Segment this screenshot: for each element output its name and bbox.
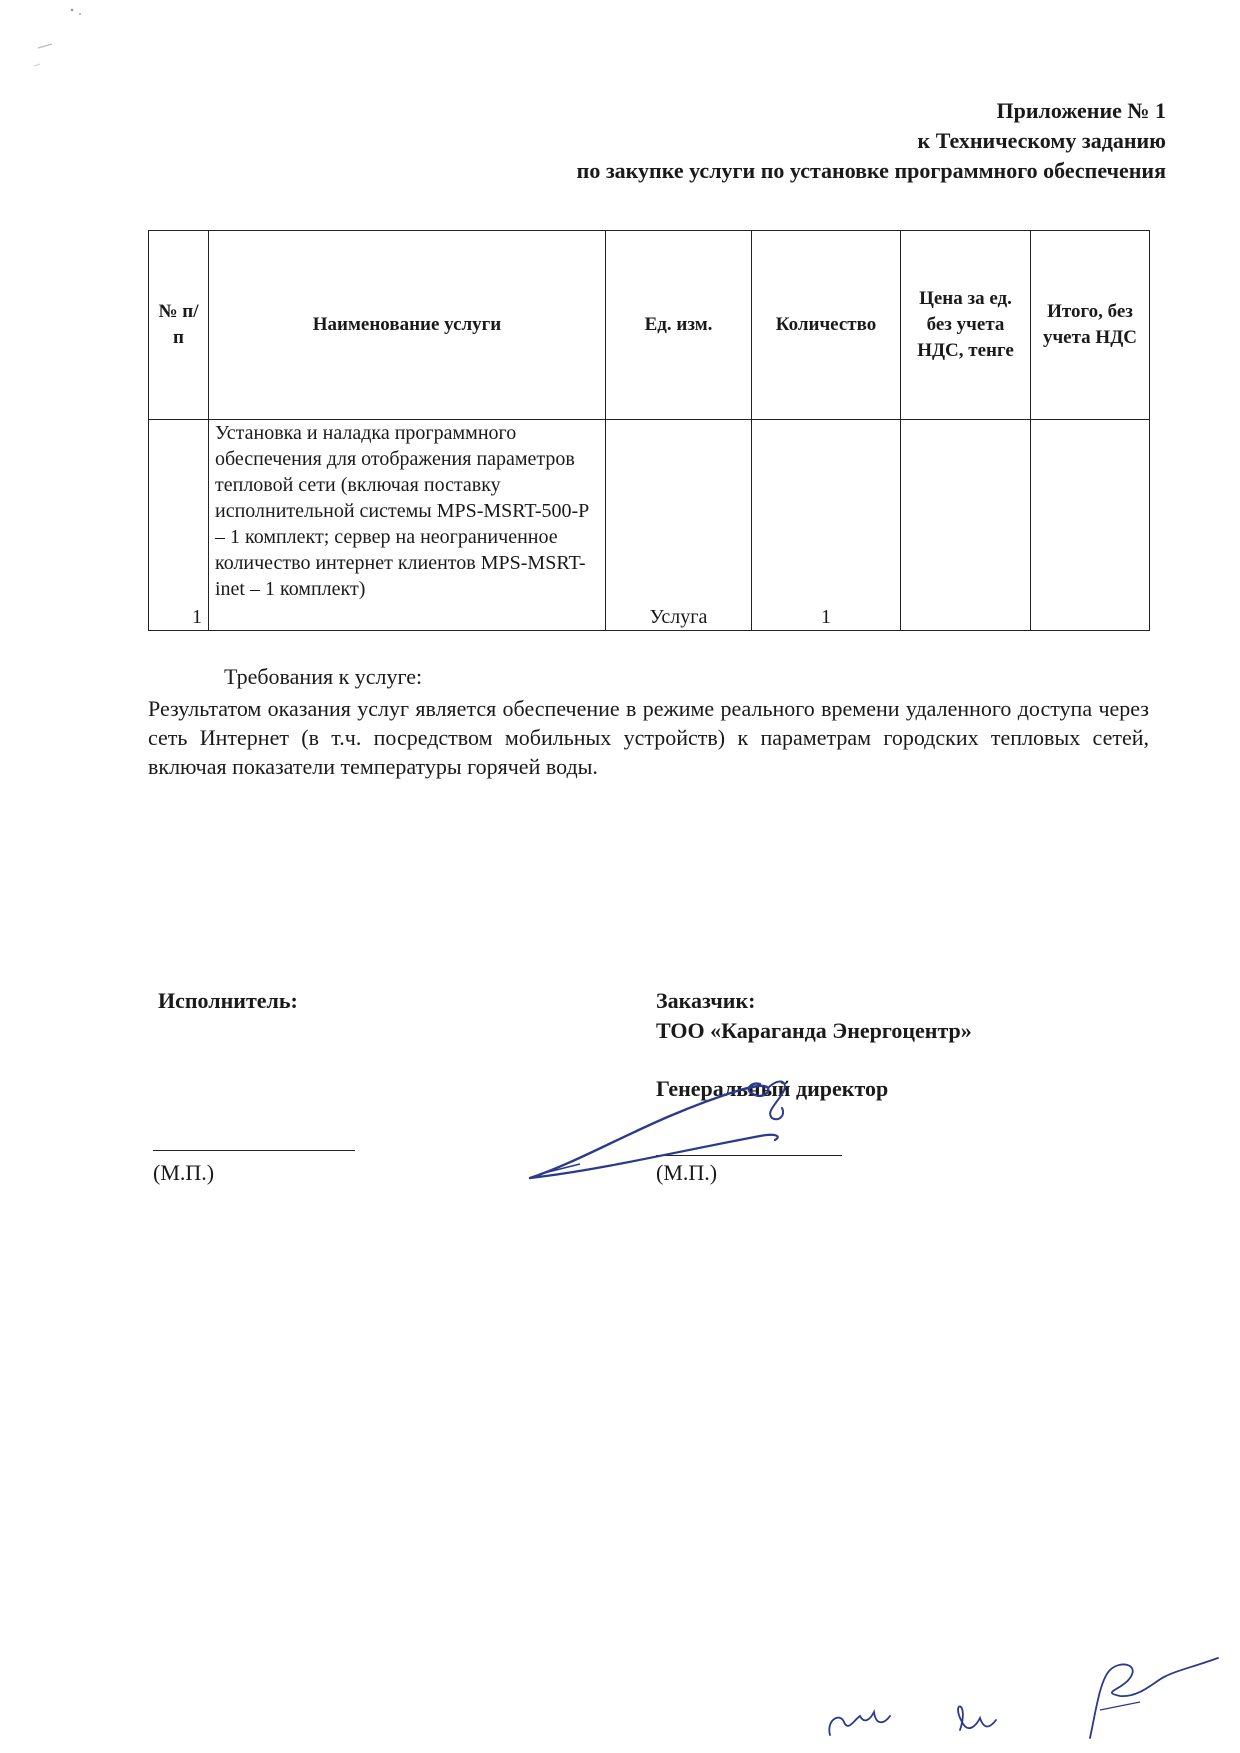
executor-stamp-place: (М.П.) [153,1160,215,1185]
appendix-number: Приложение № 1 [996,98,1166,123]
appendix-subject: по закупке услуги по установке программного обеспечения [576,158,1166,183]
scan-artifact [20,0,110,70]
appendix-heading [577,96,1166,186]
director-signature [520,1078,850,1188]
executor-label: Исполнитель: [158,988,298,1013]
customer-label: Заказчик: [656,988,756,1013]
customer-position: Генеральный директор [656,1076,889,1101]
header-num: № п/п [149,231,209,420]
page-initials [800,1650,1220,1745]
services-table [148,230,1150,631]
executor-block [158,986,298,1016]
header-unit: Ед. изм. [606,231,752,420]
cell-price [901,420,1031,631]
header-price: Цена за ед. без учета НДС, тенге [901,231,1031,420]
header-name: Наименование услуги [209,231,606,420]
cell-num: 1 [149,420,209,631]
requirements-title: Требования к услуге: [224,664,423,689]
appendix-reference: к Техническому заданию [917,128,1166,153]
cell-total [1031,420,1150,631]
table-header-row [149,231,1150,420]
executor-signature-line [153,1150,355,1151]
cell-unit: Услуга [606,420,752,631]
cell-name: Установка и наладка программного обеспечения для отображения параметров тепловой сети (включая поставку исполнительной системы MPS-MSRT-500-P – 1 комплект; сервер на неограниченное количество интернет клиентов MPS-MSRT-inet – 1 комплект) [209,420,606,631]
cell-qty: 1 [752,420,901,631]
customer-organization: ТОО «Караганда Энергоцентр» [656,1018,972,1043]
table-row [149,420,1150,631]
header-total: Итого, без учета НДС [1031,231,1150,420]
requirements-text: Результатом оказания услуг является обеспечение в режиме реального времени удаленного доступа через сеть Интернет (в т.ч. посредством мобильных устройств) к параметрам городских тепловых сетей, включая показатели температуры горячей воды. [148,696,1149,779]
header-qty: Количество [752,231,901,420]
customer-stamp-place: (М.П.) [656,1160,718,1185]
